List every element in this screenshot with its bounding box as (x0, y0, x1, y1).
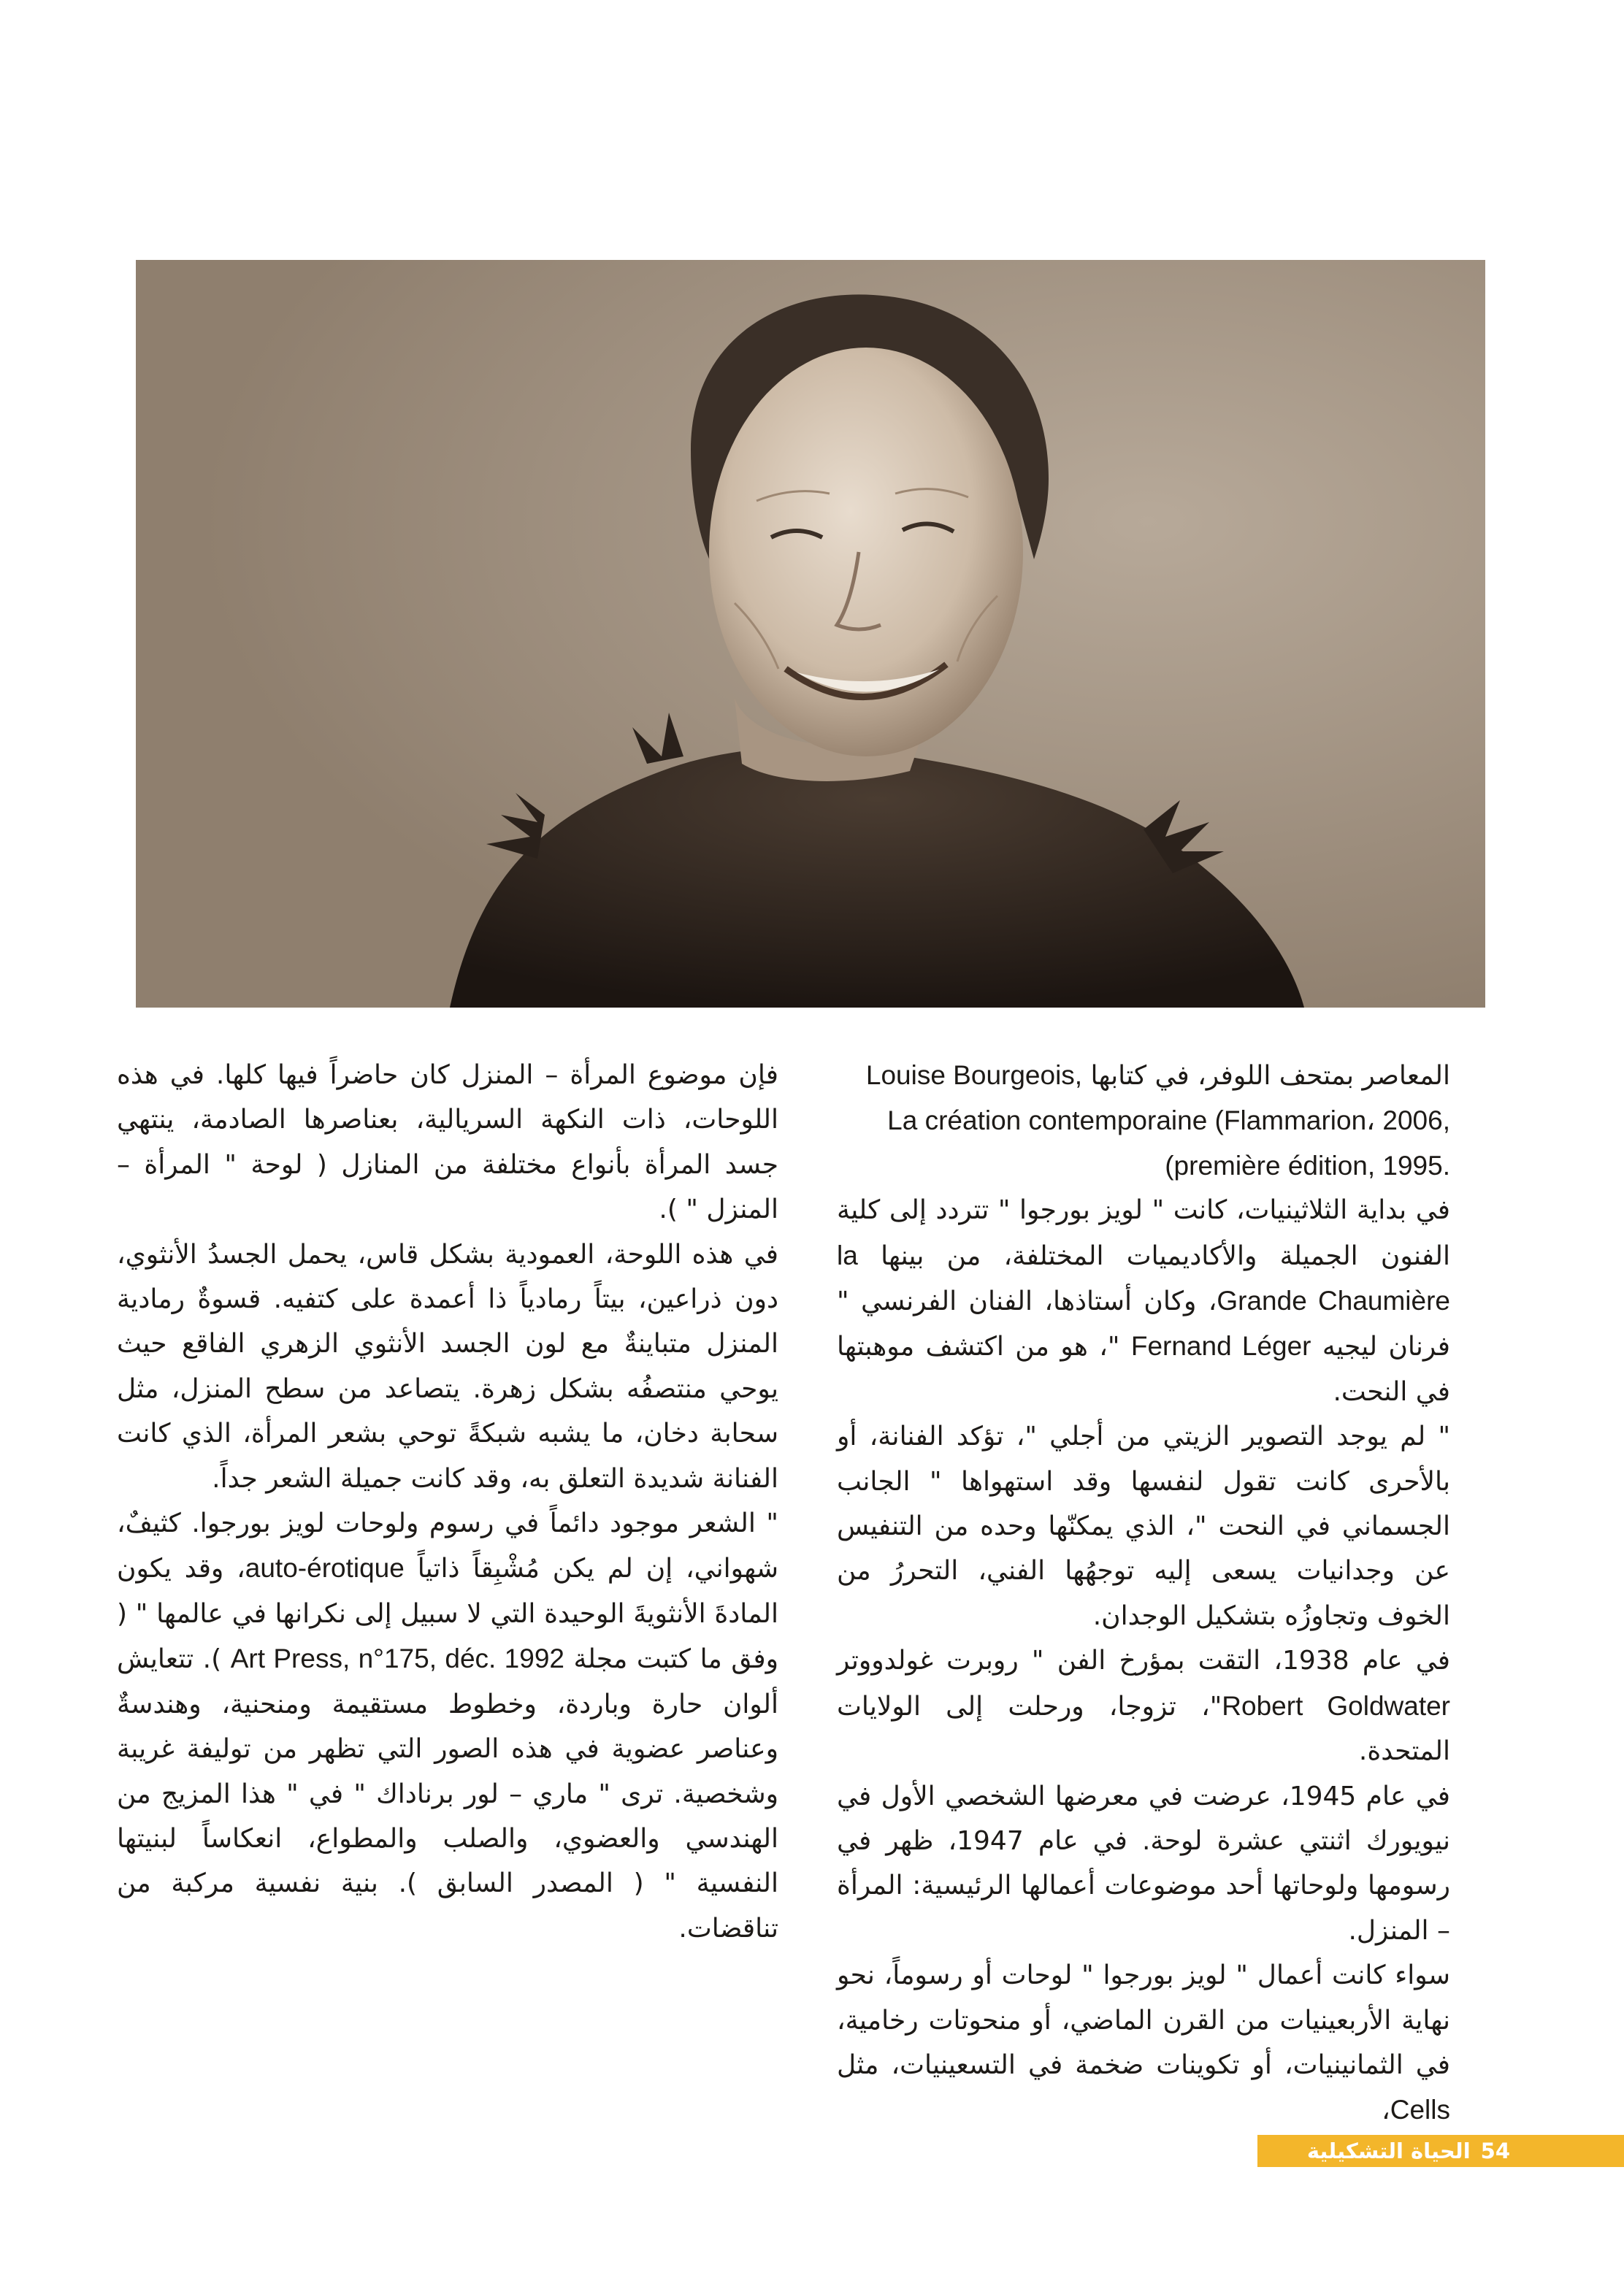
foreign-text: Cells (1390, 2095, 1450, 2125)
text-run: المعاصر بمتحف اللوفر، في كتابها (1090, 1061, 1450, 1091)
magazine-name: الحياة التشكيلية (1306, 2139, 1471, 2163)
foreign-text: Louise Bourgeois, (865, 1060, 1083, 1090)
text-run: ، وكان أستاذها، الفنان الفرنسي " فرنان ليجيه (837, 1286, 1450, 1362)
foreign-text: la Grande Chaumière (837, 1240, 1450, 1316)
paragraph-1945: في عام 1945، عرضت في معرضها الشخصي الأول في نيويورك اثنتي عشرة لوحة. في عام 1947، ظهر في رسومها ولوحاتها أحد موضوعات أعمالها الرئيسية: المرأة – المنزل. (837, 1781, 1450, 1946)
text-run: "، تزوجا، ورحلت إلى الولايات المتحدة. (837, 1691, 1450, 1767)
text-run: ، وقد يكون المادةَ الأنثويةَ الوحيدة التي لا سبيل إلى نكرانها في عالمها " ( وفق ما كتبت مجلة (117, 1554, 778, 1675)
text-run: "، هو من اكتشف موهبتها في النحت. (837, 1332, 1450, 1407)
portrait-photo (136, 260, 1485, 1008)
paragraph-intro (837, 1053, 1450, 1098)
text-run: " الشعر موجود دائماً في رسوم ولوحات لويز بورجوا. كثيفٌ، شهواني، إن لم يكن مُشْبِقاً ذاتياً (117, 1508, 779, 1584)
book-citation-line: (première édition, 1995. (1165, 1150, 1450, 1181)
paragraph-quote: " لم يوجد التصوير الزيتي من أجلي "، تؤكد الفنانة، أو بالأحرى كانت تقول لنفسها وقد استهواها " الجانب الجسماني في النحت "، الذي يمكنّها وحده من التنفيس عن وجدانيات يسعى إليه توجهُها الفني، التحررُ من الخوف وتجاوزُه بتشكيل الوجدان. (837, 1422, 1450, 1631)
book-citation-line: La création contemporaine (Flammarion، 2006, (887, 1105, 1450, 1136)
text-run: ، (1382, 2095, 1390, 2126)
paragraph-1938 (837, 1638, 1450, 1773)
foreign-text: auto-érotique (245, 1553, 405, 1584)
text-run: في بداية الثلاثينيات، كانت " لويز بورجوا " تتردد إلى كلية الفنون الجميلة والأكاديميات المختلفة، من بينها (837, 1195, 1450, 1271)
foreign-text: Robert Goldwater (1222, 1690, 1451, 1721)
article-column-left (117, 1053, 778, 1951)
text-run: ). تتعايش ألوان حارة وباردة، وخطوط مستقيمة ومنحنية، وهندسةٌ وعناصر عضوية في هذه الصور التي تظهر من توليفة غريبة وشخصية. ترى " ماري – لور برناداك " في " هذا المزيج من الهندسي والعضوي، والصلب والمطواع، انعكاساً لبنيتها النفسية " ( المصدر السابق ). بنية نفسية مركبة من تناقضات. (117, 1644, 778, 1944)
paragraph-works (837, 1953, 1450, 2133)
paragraph-painting: في هذه اللوحة، العمودية بشكل قاس، يحمل الجسدُ الأنثوي، دون ذراعين، بيتاً رمادياً ذا أعمدة على كتفيه. قسوةٌ رمادية المنزل متباينةٌ مع لون الجسد الأنثوي الزهري الفاقع حيث يوحي منتصفُه بشكل زهرة. يتصاعد من سطح المنزل، مثل سحابة دخان، ما يشبه شبكةً توحي بشعر المرأة، الذي كانت الفنانة شديدة التعلق به، وقد كانت جميلة الشعر جداً. (117, 1239, 778, 1494)
footer-bar (1257, 2135, 1624, 2167)
foreign-text: Fernand Léger (1130, 1331, 1311, 1362)
article-column-right (837, 1053, 1450, 2133)
paragraph-hair (117, 1501, 778, 1951)
paragraph-woman-house: فإن موضوع المرأة – المنزل كان حاضراً فيها كلها. في هذه اللوحات، ذات النكهة السريالية، بعناصرها الصادمة، ينتهي جسد المرأة بأنواع مختلفة من المنازل ( لوحة " المرأة – المنزل " ). (117, 1060, 778, 1225)
portrait-illustration (136, 260, 1485, 1008)
text-run: في عام 1938، التقت بمؤرخ الفن " روبرت غولدووتر (837, 1646, 1450, 1676)
text-run: سواء كانت أعمال " لويز بورجوا " لوحات أو رسوماً، نحو نهاية الأربعينيات من القرن الماضي، أو منحوتات رخامية، في الثمانينيات، أو تكوينات ضخمة في التسعينيات، مثل (837, 1960, 1450, 2080)
paragraph-education (837, 1188, 1450, 1414)
page-number: 54 (1480, 2139, 1510, 2163)
foreign-text: Art Press, n°175, déc. 1992 (230, 1644, 564, 1674)
